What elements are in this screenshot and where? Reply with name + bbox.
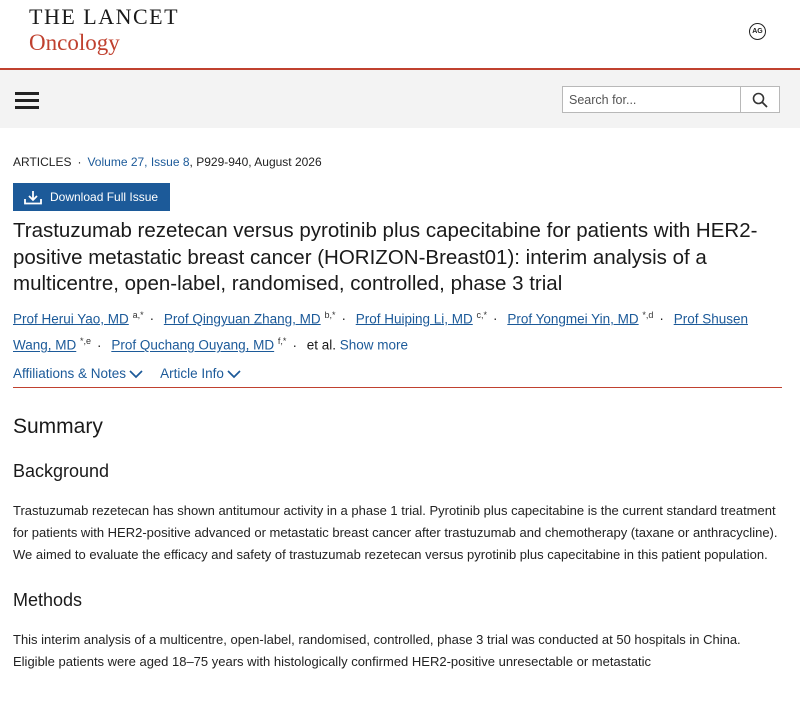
author-affiliation-marker[interactable]: c,*	[476, 309, 488, 320]
journal-logo[interactable]	[29, 6, 179, 54]
article-title: Trastuzumab rezetecan versus pyrotinib plus capecitabine for patients with HER2-positive metastatic breast cancer (HORIZON-Breast01): interim analysis of a multicentre, open-label, randomised, controlled, phase 3 trial	[13, 219, 758, 296]
download-label: Download Full Issue	[50, 190, 159, 204]
article-tabs	[13, 366, 782, 388]
article-content	[0, 155, 800, 673]
author-affiliation-marker[interactable]: f,*	[277, 336, 287, 347]
author-link[interactable]: Prof Qingyuan Zhang, MD	[163, 311, 321, 327]
author-link[interactable]: Prof Shusen Wang, MD	[13, 311, 748, 353]
summary-heading: Summary	[13, 414, 103, 438]
download-icon	[24, 190, 42, 205]
search-input[interactable]	[563, 87, 740, 112]
background-heading: Background	[13, 460, 110, 481]
author-affiliation-marker[interactable]: b,*	[324, 309, 336, 320]
toolbar	[0, 70, 800, 128]
menu-icon[interactable]	[15, 92, 39, 108]
show-more-link[interactable]: Show more	[339, 337, 409, 353]
article-info-label: Article Info	[160, 365, 224, 381]
volume-link[interactable]: Volume 27, Issue 8	[87, 155, 190, 169]
author-affiliation-marker[interactable]: a,*	[132, 309, 144, 320]
affiliations-notes-toggle[interactable]	[13, 366, 143, 381]
chevron-down-icon	[227, 370, 241, 379]
author-affiliation-marker[interactable]: *,d	[642, 309, 654, 320]
logo-line1: THE LANCET	[29, 4, 180, 29]
pages-date: , P929-940, August 2026	[189, 155, 322, 169]
chevron-down-icon	[129, 370, 143, 379]
search-box	[562, 86, 780, 113]
article-meta: ARTICLES · Volume 27, Issue 8, P929-940, August 2026	[13, 155, 322, 169]
search-icon	[752, 92, 768, 108]
ag-badge-icon[interactable]: AG	[749, 23, 766, 40]
article-info-toggle[interactable]	[160, 366, 241, 381]
methods-heading: Methods	[13, 589, 83, 610]
masthead	[0, 0, 800, 70]
author-link[interactable]: Prof Herui Yao, MD	[13, 311, 129, 327]
author-affiliation-marker[interactable]: *,e	[80, 336, 92, 347]
methods-text: This interim analysis of a multicentre, open-label, randomised, controlled, phase 3 trial was conducted at 50 hospitals in China. Eligible patients were aged 18–75 years with histologically confirmed HER2-positive unresectable or metastatic	[13, 631, 741, 669]
author-list: Prof Herui Yao, MD $^{a,*}$ · Prof Qingyuan Zhang, MD $^{b,*}$ · Prof Huiping Li, MD $^{c,*}$ · Prof Yongmei Yin, MD $^{*,d}$ · Prof Shusen Wang, MD $^{*,e}$ · Prof Quchang Ouyang, MD $^{f,*}$ · et al. Show more	[13, 309, 748, 353]
download-full-issue-button[interactable]	[13, 183, 170, 211]
affiliations-label: Affiliations & Notes	[13, 365, 127, 381]
section-label: ARTICLES	[13, 155, 72, 169]
author-link[interactable]: Prof Yongmei Yin, MD	[507, 311, 639, 327]
author-link[interactable]: Prof Quchang Ouyang, MD	[111, 337, 275, 353]
logo-line2: Oncology	[29, 30, 120, 55]
background-text: Trastuzumab rezetecan has shown antitumour activity in a phase 1 trial. Pyrotinib plus capecitabine is the current standard treatment for patients with HER2-positive advanced or metastatic breast cancer after trastuzumab and chemotherapy (taxane or anthracycline). We aimed to evaluate the efficacy and safety of trastuzumab rezetecan versus pyrotinib plus capecitabine in this patient population.	[13, 502, 778, 562]
et-al: et al.	[306, 337, 336, 353]
author-link[interactable]: Prof Huiping Li, MD	[355, 311, 473, 327]
search-button[interactable]	[740, 87, 779, 112]
